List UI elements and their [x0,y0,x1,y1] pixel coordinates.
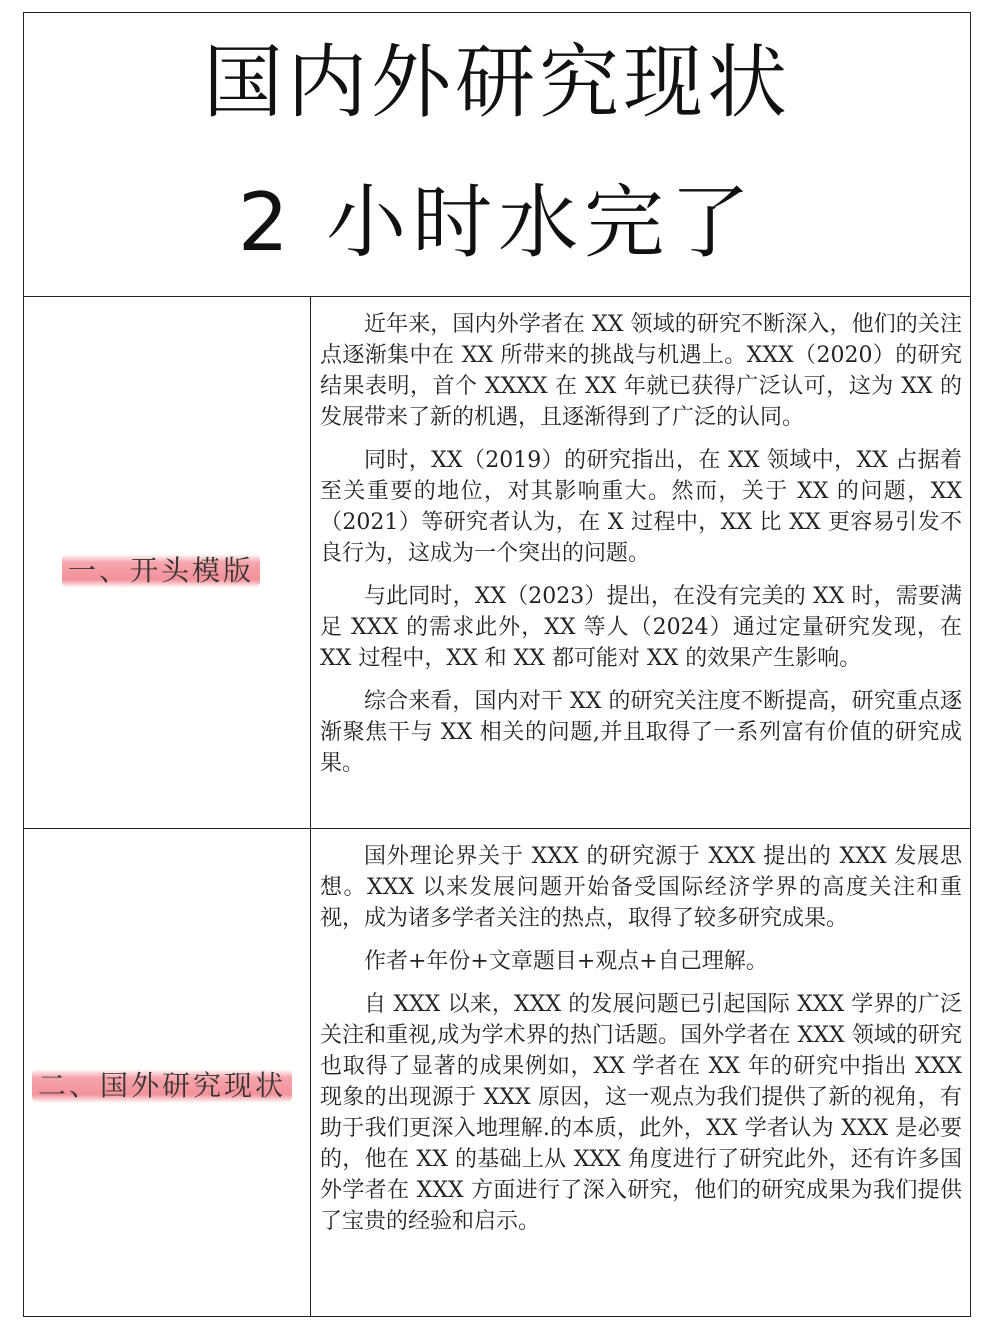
table-row-foreign-research [24,829,970,1316]
section-label-highlight: 一、开头模版 [62,554,260,588]
page-title: 国内外研究现状 [203,36,791,129]
paragraph: 与此同时，XX（2023）提出，在没有完美的 XX 时，需要满足 XXX 的需求此外，XX 等人（2024）通过定量研究发现，在 XX 过程中，XX 和 XX 都可能对 XX 的效果产生影响。 [320,584,962,671]
paragraph: 同时，XX（2019）的研究指出，在 XX 领域中，XX 占据着至关重要的地位，对其影响重大。然而，关于 XX 的问题，XX（2021）等研究者认为，在 X 过程中，XX 比 XX 更容易引发不良行为，这成为一个突出的问题。 [320,448,962,566]
title-block [24,13,970,297]
section-label-cell [24,829,311,1316]
section-label-highlight: 二、国外研究现状 [32,1069,292,1103]
page-subtitle: 2 小时水完了 [237,176,757,269]
paragraph: 国外理论界关于 XXX 的研究源于 XXX 提出的 XXX 发展思想。XXX 以来发展问题开始备受国际经济学界的高度关注和重视，成为诸多学者关注的热点，取得了较多研究成果。 [320,844,962,931]
paragraph: 作者+年份+文章题目+观点+自己理解。 [364,949,768,974]
paragraph: 自 XXX 以来，XXX 的发展问题已引起国际 XXX 学界的广泛关注和重视,成为学术界的热门话题。国外学者在 XXX 领域的研究也取得了显著的成果例如，XX 学者在 XX 年的研究中指出 XXX 现象的出现源于 XXX 原因，这一观点为我们提供了新的视角，有助于我们更深入地理解.的本质，此外，XX 学者认为 XXX 是必要的，他在 XX 的基础上从 XXX 角度进行了研究此外，还有许多国外学者在 XXX 方面进行了深入研究，他们的研究成果为我们提供了宝贵的经验和启示。 [320,992,962,1234]
document-page [23,12,971,1317]
paragraph: 综合来看，国内对干 XX 的研究关注度不断提高，研究重点逐渐聚焦干与 XX 相关的问题,并且取得了一系列富有价值的研究成果。 [320,689,962,776]
section-text-cell [320,309,962,791]
section-label-cell [24,297,311,828]
section-text-cell [320,841,962,1249]
table-row-opening-template [24,297,970,829]
paragraph: 近年来，国内外学者在 XX 领域的研究不断深入，他们的关注点逐渐集中在 XX 所带来的挑战与机遇上。XXX（2020）的研究结果表明，首个 XXXX 在 XX 年就已获得广泛认可，这为 XX 的发展带来了新的机遇，且逐渐得到了广泛的认同。 [320,312,962,430]
